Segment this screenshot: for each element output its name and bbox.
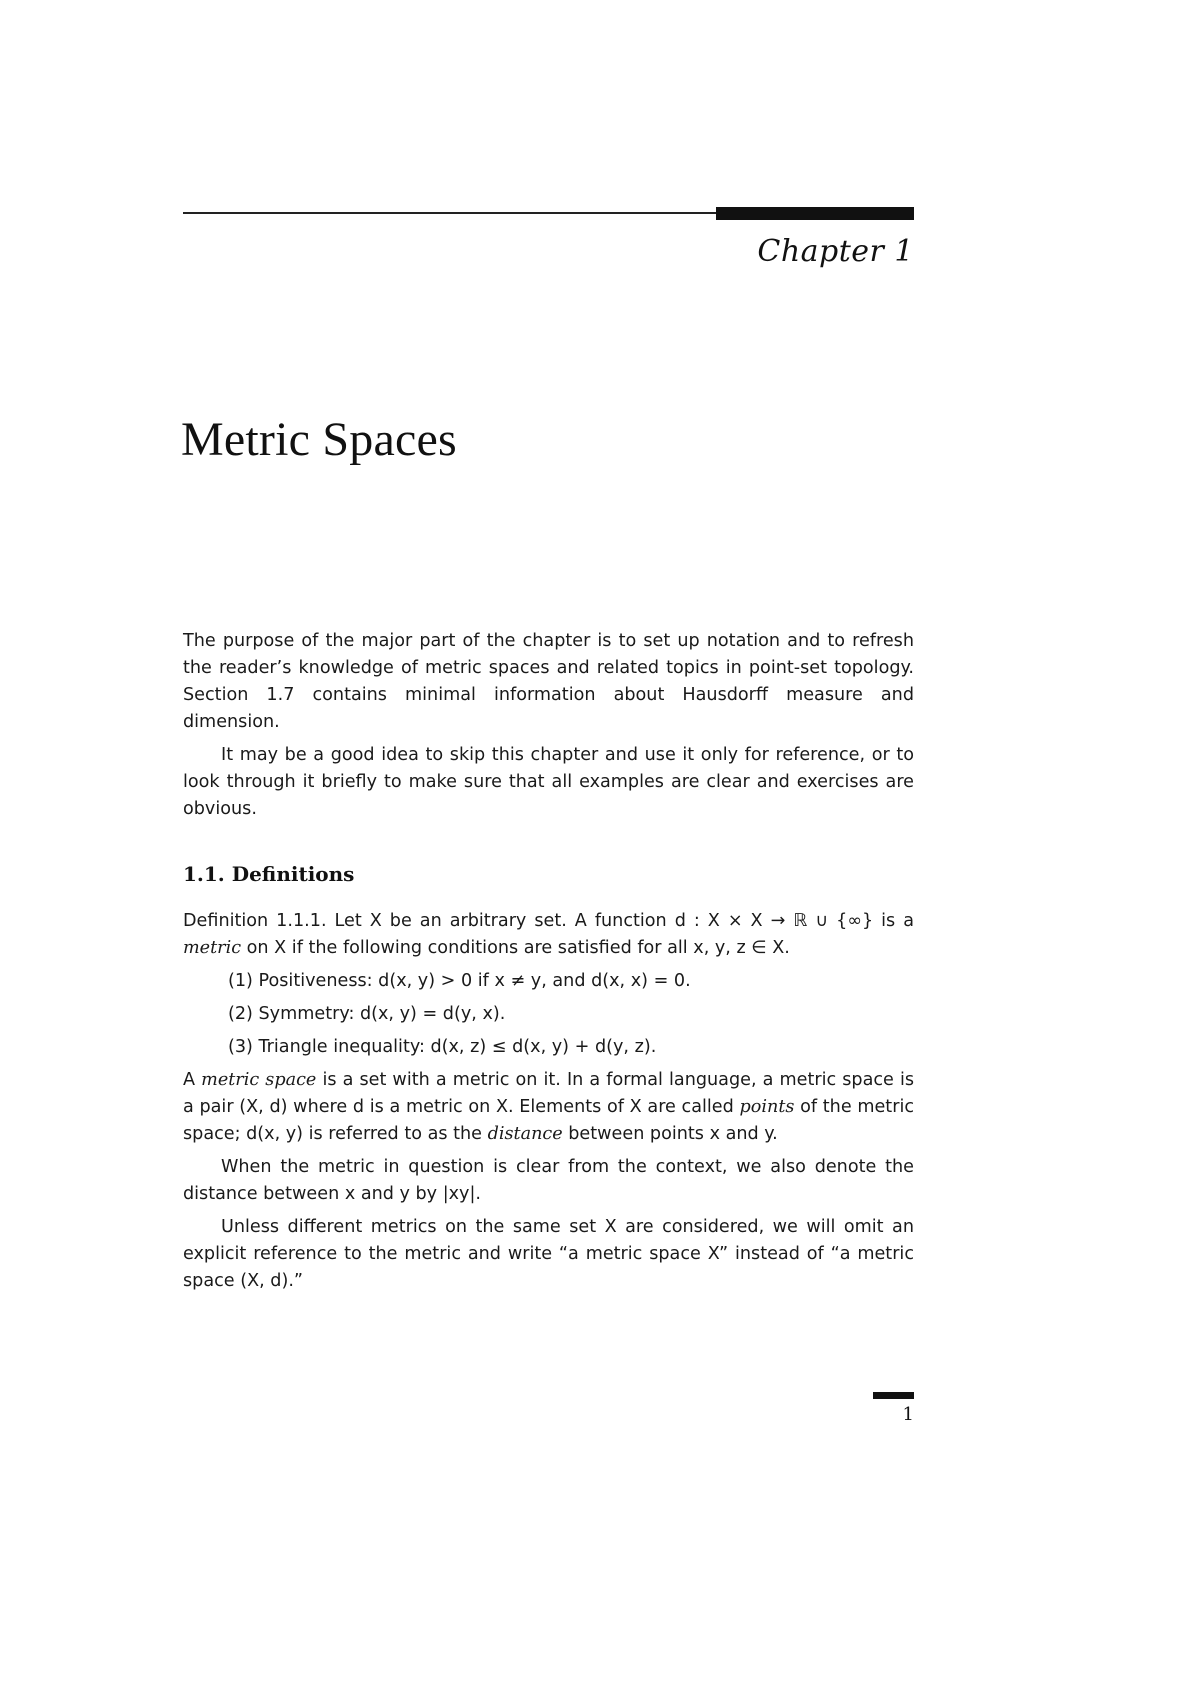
- term-metric-space: metric space: [201, 1070, 317, 1090]
- intro-paragraph-2: It may be a good idea to skip this chapter and use it only for reference, or to look through it briefly to make sure that all examples are clear and exercises are obvious.: [183, 745, 914, 819]
- page-footer-rule: [873, 1392, 914, 1399]
- condition-triangle-inequality: (3) Triangle inequality: d(x, z) ≤ d(x, y) + d(y, z).: [228, 1037, 657, 1057]
- definition-label: Definition 1.1.1.: [183, 911, 327, 931]
- metric-space-text-4: between points x and y.: [568, 1124, 778, 1144]
- chapter-header-rule-thin: [183, 212, 718, 214]
- chapter-title: Metric Spaces: [181, 413, 457, 466]
- distance-notation-paragraph: When the metric in question is clear from the context, we also denote the distance between x and y by |xy|.: [183, 1157, 914, 1204]
- intro-paragraph-1: The purpose of the major part of the chapter is to set up notation and to refresh the reader’s knowledge of metric spaces and related topics in point-set topology. Section 1.7 contains minimal information about Hausdorff measure and dimension.: [183, 631, 914, 732]
- intro-text: [183, 628, 914, 829]
- definition-term-metric: metric: [183, 938, 242, 958]
- condition-positiveness: (1) Positiveness: d(x, y) > 0 if x ≠ y, and d(x, x) = 0.: [228, 971, 691, 991]
- term-distance: distance: [487, 1124, 563, 1144]
- term-points: points: [739, 1097, 795, 1117]
- metric-space-text-2: is a set with a metric on it. In a formal language, a metric space is a pair (X, d) where d is a metric on X. Elements of X are called: [183, 1070, 915, 1117]
- condition-symmetry: (2) Symmetry: d(x, y) = d(y, x).: [228, 1004, 506, 1024]
- chapter-header-rule-thick: [716, 207, 914, 220]
- definition-block: [183, 908, 914, 1301]
- page-number: 1: [902, 1404, 914, 1425]
- metric-space-text-3: of the metric space; d(x, y) is referred to as the: [183, 1097, 915, 1144]
- omit-reference-paragraph: Unless different metrics on the same set X are considered, we will omit an explicit reference to the metric and write “a metric space X” instead of “a metric space (X, d).”: [183, 1217, 914, 1291]
- definition-conditions-list: [183, 968, 914, 1061]
- metric-space-paragraph: [183, 1067, 914, 1148]
- metric-space-text-1: A: [183, 1070, 196, 1090]
- definition-text-1: Let X be an arbitrary set. A function d : X × X → ℝ ∪ {∞} is a: [334, 911, 914, 931]
- definition-text-2: on X if the following conditions are satisfied for all x, y, z ∈ X.: [246, 938, 790, 958]
- chapter-label: Chapter 1: [757, 234, 914, 269]
- definition-paragraph: [183, 908, 914, 962]
- section-heading: 1.1. Definitions: [183, 862, 355, 886]
